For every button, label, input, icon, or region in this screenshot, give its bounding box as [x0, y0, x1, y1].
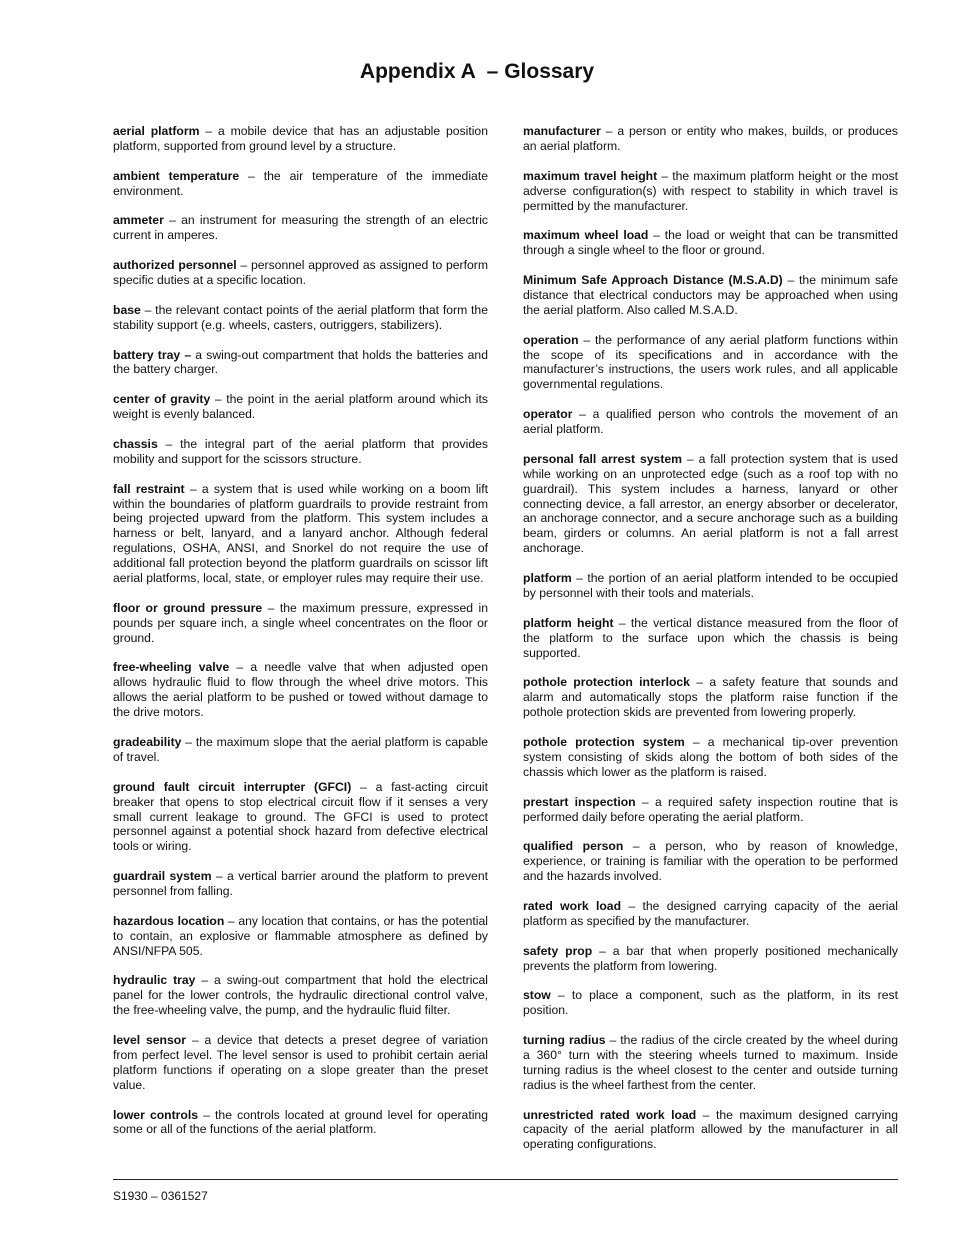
glossary-term: fall restraint [113, 481, 185, 496]
glossary-entry [523, 407, 898, 437]
glossary-entry [113, 303, 488, 333]
glossary-definition: – a safety feature that sounds and alarm and automatically stops the platform raise function if the pothole protection skids are prevented from lowering properly. [523, 675, 898, 720]
glossary-definition: – the integral part of the aerial platform that provides mobility and support for the scissors structure. [113, 436, 488, 466]
glossary-term: center of gravity [113, 392, 211, 407]
glossary-definition: – the controls located at ground level for operating some or all of the functions of the aerial platform. [113, 1107, 488, 1137]
glossary-term: pothole protection system [523, 735, 685, 749]
glossary-term: level sensor [113, 1033, 186, 1048]
glossary-definition: – a vertical barrier around the platform to prevent personnel from falling. [113, 869, 488, 899]
glossary-definition: – a swing-out compartment that hold the electrical panel for the lower controls, the hydraulic directional control valve, the free-wheeling valve, the pump, and the hydraulic fluid filter. [113, 973, 488, 1018]
glossary-term: platform height [523, 615, 614, 630]
glossary-term: manufacturer [523, 124, 601, 138]
glossary-right-column [523, 124, 898, 1167]
glossary-left-column [113, 124, 488, 1152]
glossary-term: ground fault circuit interrupter (GFCI) [113, 779, 352, 794]
glossary-definition: – the maximum platform height or the most adverse configuration(s) with respect to stability in which travel is permitted by the manufacturer. [523, 168, 899, 213]
glossary-term: ambient temperature [113, 168, 240, 183]
glossary-entry [523, 1108, 898, 1153]
glossary-term: operator [523, 407, 573, 422]
glossary-term: lower controls [113, 1107, 199, 1122]
glossary-term: pothole protection interlock [523, 675, 690, 690]
glossary-definition: – a mobile device that has an adjustable position platform, supported from ground level by a structure. [113, 124, 488, 153]
glossary-definition: – a needle valve that when adjusted open allows hydraulic fluid to flow through the wheel drive motors. This allows the aerial platform to be pushed or towed without damage to the drive motors. [113, 660, 488, 720]
glossary-definition: – to place a component, such as the platform, in its rest position. [523, 988, 898, 1018]
glossary-term: prestart inspection [523, 794, 636, 809]
glossary-definition: – the maximum slope that the aerial platform is capable of travel. [113, 734, 488, 764]
glossary-entry [523, 124, 898, 154]
glossary-entry [523, 333, 898, 393]
glossary-entry [523, 988, 898, 1018]
glossary-definition: – the air temperature of the immediate environment. [113, 168, 488, 198]
glossary-definition: – the performance of any aerial platform functions within the scope of its specifications and in accordance with the manufacturer’s instructions, the users work rules, and all applicable governmental regulations. [523, 332, 898, 392]
glossary-definition: – a fall protection system that is used while working on an unprotected edge (such as a roof top with no guardrail). This system includes a harness, lanyard or other connecting device, a fall arrestor, an energy absorber or decelerator, an anchorage connector, and a secure anchorage such as a building beam, girders or columns. An aerial platform is not a fall arrest anchorage. [523, 451, 899, 556]
glossary-definition: – a person or entity who makes, builds, or produces an aerial platform. [523, 124, 898, 153]
glossary-definition: – a mechanical tip-over prevention system consisting of skids along the bottom of both sides of the chassis which lower as the platform is raised. [523, 735, 898, 779]
glossary-term: ammeter [113, 213, 164, 228]
glossary-definition: – the maximum pressure, expressed in pounds per square inch, a single wheel concentrates on the floor or ground. [113, 600, 488, 645]
glossary-entry [523, 452, 898, 556]
glossary-term: maximum travel height [523, 168, 658, 183]
glossary-entry [113, 1033, 488, 1093]
glossary-term: battery tray – [113, 347, 192, 362]
glossary-entry [523, 839, 898, 884]
glossary-entry [523, 169, 898, 214]
glossary-entry [523, 899, 898, 929]
glossary-entry [523, 1033, 898, 1093]
glossary-term: free-wheeling valve [113, 660, 230, 675]
glossary-definition: – the maximum designed carrying capacity of the aerial platform allowed by the manufacturer in all operating configurations. [523, 1107, 898, 1152]
glossary-term: safety prop [523, 943, 593, 958]
glossary-definition: – a required safety inspection routine that is performed daily before operating the aerial platform. [523, 794, 898, 824]
glossary-definition: – any location that contains, or has the potential to contain, an explosive or flammable atmosphere as defined by ANSI/NFPA 505. [113, 913, 488, 958]
document-number: S1930 – 0361527 [113, 1189, 208, 1203]
glossary-entry [113, 914, 488, 959]
glossary-definition: – the radius of the circle created by the wheel during a 360° turn with the steering wheels turned to maximum. Inside turning radius is the wheel closest to the center and outside turning radius is the wheel farthest from the center. [523, 1033, 898, 1092]
glossary-definition: – the minimum safe distance that electrical conductors may be approached when using the aerial platform. Also called M.S.A.D. [523, 273, 898, 317]
glossary-term: operation [523, 332, 579, 347]
glossary-entry [113, 213, 488, 243]
glossary-term: turning radius [523, 1033, 606, 1048]
glossary-term: qualified person [523, 839, 624, 854]
glossary-term: maximum wheel load [523, 228, 649, 243]
glossary-term: gradeability [113, 734, 182, 749]
glossary-definition: – the portion of an aerial platform intended to be occupied by personnel with their tools and materials. [523, 571, 898, 600]
glossary-definition: – the designed carrying capacity of the aerial platform as specified by the manufacturer. [523, 898, 899, 928]
glossary-entry [113, 124, 488, 154]
glossary-definition: – the relevant contact points of the aerial platform that form the stability support (e.g. wheels, casters, outriggers, stabilizers). [113, 302, 488, 332]
glossary-term: platform [523, 571, 572, 586]
glossary-entry [113, 169, 488, 199]
glossary-definition: – a device that detects a preset degree of variation from perfect level. The level sensor is used to prohibit certain aerial platform functions if operating on a slope greater than the preset value. [113, 1033, 488, 1092]
glossary-definition: – the point in the aerial platform around which its weight is evenly balanced. [113, 392, 488, 422]
glossary-entry [523, 944, 898, 974]
glossary-term: unrestricted rated work load [523, 1107, 697, 1122]
glossary-entry [523, 228, 898, 258]
glossary-entry [113, 392, 488, 422]
glossary-entry [113, 973, 488, 1018]
glossary-entry [113, 1108, 488, 1138]
glossary-definition: – a bar that when properly positioned mechanically prevents the platform from lowering. [523, 943, 898, 973]
glossary-term: personal fall arrest system [523, 451, 682, 466]
glossary-entry [113, 348, 488, 378]
page-title: Appendix A – Glossary [359, 60, 595, 83]
glossary-entry [113, 660, 488, 720]
glossary-definition: – an instrument for measuring the strength of an electric current in amperes. [113, 213, 488, 243]
glossary-definition: – a fast-acting circuit breaker that opens to stop electrical circuit flow if it senses a very small current leakage to ground. The GFCI is used to protect personnel against a potential shock hazard from defective electrical tools or wiring. [113, 779, 488, 854]
glossary-term: chassis [113, 436, 158, 451]
glossary-term: base [113, 302, 141, 317]
glossary-entry [113, 735, 488, 765]
glossary-definition: – the vertical distance measured from the floor of the platform to the surface upon which the chassis is being supported. [523, 615, 899, 660]
footer-divider [113, 1179, 898, 1180]
glossary-entry [113, 869, 488, 899]
glossary-entry [523, 616, 898, 661]
glossary-definition: – a system that is used while working on a boom lift within the boundaries of platform guardrails to provide restraint from being projected upward from the platform. This system includes a harness or belt, lanyard, and a lanyard anchor. Although federal regulations, OSHA, ANSI, and Snorkel do not require the use of additional fall protection beyond the platform guardrails on scissor lift aerial platforms, local, state, or employer rules may require their use. [113, 481, 489, 586]
glossary-entry [113, 601, 488, 646]
glossary-entry [523, 795, 898, 825]
glossary-term: guardrail system [113, 869, 212, 884]
glossary-definition: – a person, who by reason of knowledge, experience, or training is familiar with the operation to be performed and the hazards involved. [523, 839, 898, 884]
glossary-entry [113, 258, 488, 288]
glossary-entry [523, 675, 898, 720]
glossary-entry [523, 571, 898, 601]
glossary-definition: – personnel approved as assigned to perform specific duties at a specific location. [113, 258, 488, 288]
glossary-definition: – a qualified person who controls the movement of an aerial platform. [523, 407, 898, 437]
glossary-term: hydraulic tray [113, 973, 196, 988]
glossary-term: authorized personnel [113, 258, 237, 273]
glossary-definition: a swing-out compartment that holds the batteries and the battery charger. [113, 347, 488, 377]
glossary-entry [113, 482, 488, 586]
glossary-term: hazardous location [113, 913, 225, 928]
glossary-definition: – the load or weight that can be transmitted through a single wheel to the floor or ground. [523, 228, 898, 258]
glossary-entry [523, 273, 898, 318]
glossary-term: rated work load [523, 898, 622, 913]
glossary-entry [523, 735, 898, 780]
glossary-entry [113, 437, 488, 467]
glossary-term: stow [523, 988, 551, 1003]
glossary-term: floor or ground pressure [113, 600, 263, 615]
glossary-entry [113, 780, 488, 855]
glossary-term: aerial platform [113, 124, 200, 138]
glossary-term: Minimum Safe Approach Distance (M.S.A.D) [523, 273, 783, 288]
